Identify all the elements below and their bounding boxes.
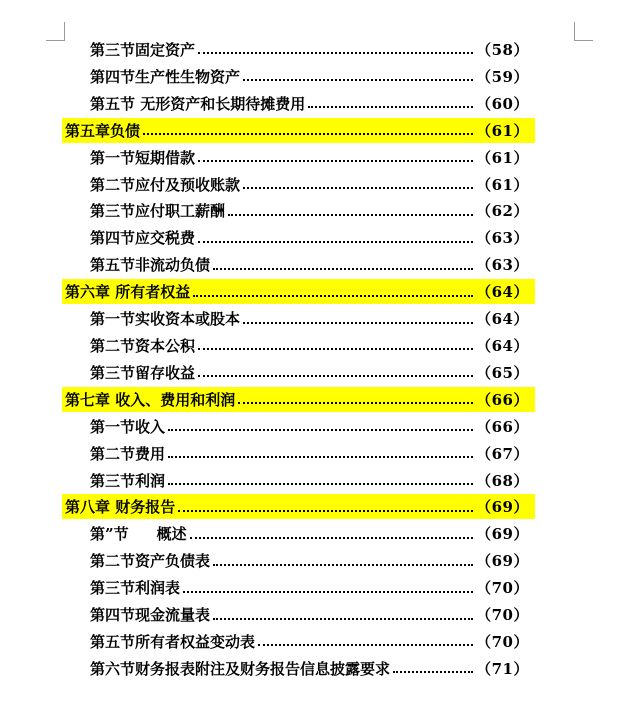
toc-dot-leader xyxy=(213,618,473,620)
toc-section-entry xyxy=(62,520,535,547)
toc-entry-title xyxy=(65,120,140,141)
toc-page-number: （64） xyxy=(476,283,529,302)
toc-page-number: （61） xyxy=(476,148,529,167)
toc-entry-title-text: 第三节固定资产 xyxy=(90,40,196,59)
toc-section-entry xyxy=(62,359,535,386)
toc-entry-title-text: 第二节费用 xyxy=(90,444,166,463)
toc-entry-title xyxy=(65,389,235,410)
toc-section-entry xyxy=(62,628,535,655)
toc-dot-leader xyxy=(178,510,473,512)
toc-entry-title xyxy=(65,496,175,517)
toc-entry-title xyxy=(90,577,180,598)
toc-entry-title xyxy=(90,604,210,625)
toc-page-number: （65） xyxy=(476,363,529,382)
toc-entry-title-text: 第一节实收资本或股本 xyxy=(90,310,241,329)
toc-section-entry xyxy=(62,144,535,171)
toc-section-entry xyxy=(62,332,535,359)
toc-section-entry xyxy=(62,467,535,494)
toc-entry-title xyxy=(90,658,390,679)
toc-entry-title xyxy=(90,443,165,464)
toc-page-number: （61） xyxy=(476,175,529,194)
toc-page-number: （70） xyxy=(476,606,529,625)
toc-page-number: （70） xyxy=(476,579,529,598)
toc-entry-title xyxy=(90,470,165,491)
toc-dot-leader xyxy=(238,402,473,404)
toc-dot-leader xyxy=(198,375,473,377)
toc-entry-title xyxy=(90,254,210,275)
toc-entry-title-text: 第五节 无形资产和长期待摊费用 xyxy=(90,94,306,113)
toc-section-entry xyxy=(62,413,535,440)
toc-dot-leader xyxy=(258,644,473,646)
toc-section-entry xyxy=(62,305,535,332)
toc-section-entry xyxy=(62,251,535,278)
toc-entry-title-text: 第七章 收入、费用和利润 xyxy=(65,390,236,409)
toc-entry-title xyxy=(90,200,225,221)
toc-entry-title-text: 第六章 所有者权益 xyxy=(65,283,191,302)
toc-dot-leader xyxy=(243,79,473,81)
toc-section-entry xyxy=(62,440,535,467)
toc-entry-title-text: 第四节现金流量表 xyxy=(90,606,211,625)
toc-dot-leader xyxy=(183,591,473,593)
toc-page-number: （63） xyxy=(476,229,529,248)
toc-page-number: （60） xyxy=(476,94,529,113)
toc-dot-leader xyxy=(198,52,473,54)
toc-entry-title-text: 第三节应付职工薪酬 xyxy=(90,202,226,221)
toc-chapter-entry xyxy=(62,387,535,412)
toc-page-number: （63） xyxy=(476,256,529,275)
toc-page-number: （69） xyxy=(476,498,529,517)
toc-page-number: （68） xyxy=(476,471,529,490)
toc-entry-title xyxy=(90,416,165,437)
toc-page-number: （70） xyxy=(476,632,529,651)
toc-entry-title xyxy=(90,631,255,652)
toc-dot-leader xyxy=(308,106,473,108)
toc-dot-leader xyxy=(198,348,473,350)
toc-section-entry xyxy=(62,547,535,574)
toc-entry-title-suffix: 概述 xyxy=(156,525,187,544)
toc-entry-title-text: 第五章负债 xyxy=(65,121,141,140)
toc-dot-leader xyxy=(213,564,473,566)
toc-entry-title xyxy=(90,147,195,168)
toc-page-number: （69） xyxy=(476,525,529,544)
toc-page-number: （67） xyxy=(476,444,529,463)
toc-section-entry xyxy=(62,197,535,224)
toc-dot-leader xyxy=(393,671,473,673)
toc-entry-title xyxy=(90,335,195,356)
toc-dot-leader xyxy=(198,160,473,162)
toc-entry-title xyxy=(90,308,240,329)
toc-page-number: （71） xyxy=(476,659,529,678)
toc-chapter-entry xyxy=(62,494,535,519)
toc-entry-title-text: 第三节留存收益 xyxy=(90,363,196,382)
toc-section-entry xyxy=(62,90,535,117)
toc-entry-title-text: 第五节非流动负债 xyxy=(90,256,211,275)
toc-page-number: （59） xyxy=(476,67,529,86)
toc-entry-title xyxy=(90,174,240,195)
toc-section-entry xyxy=(62,171,535,198)
toc-dot-leader xyxy=(193,295,473,297)
toc-entry-title xyxy=(90,39,195,60)
toc-entry-title-text: 第二节资本公积 xyxy=(90,336,196,355)
toc-entry-title xyxy=(90,523,187,544)
toc-entry-title xyxy=(90,93,305,114)
toc-dot-leader xyxy=(198,241,473,243)
toc-entry-title-text: 第六节财务报表附注及财务报告信息披露要求 xyxy=(90,659,391,678)
toc-entry-title-text: 第五节所有者权益变动表 xyxy=(90,632,256,651)
toc-dot-leader xyxy=(243,322,473,324)
toc-section-entry xyxy=(62,224,535,251)
toc-entry-title-text: 第八章 财务报告 xyxy=(65,498,176,517)
toc-entry-title-text: 第一节短期借款 xyxy=(90,148,196,167)
toc-section-entry xyxy=(62,574,535,601)
toc-dot-leader xyxy=(228,214,473,216)
toc-section-entry xyxy=(62,63,535,90)
toc-entry-title xyxy=(90,362,195,383)
toc-dot-leader xyxy=(168,456,473,458)
toc-entry-title-text: 第四节应交税费 xyxy=(90,229,196,248)
toc-page-number: （64） xyxy=(476,310,529,329)
toc-entry-title-text: 第三节利润表 xyxy=(90,579,181,598)
toc-page-number: （64） xyxy=(476,336,529,355)
toc-entry-title-text: 第三节利润 xyxy=(90,471,166,490)
toc-dot-leader xyxy=(168,483,473,485)
toc-page-number: （69） xyxy=(476,552,529,571)
toc-page-number: （62） xyxy=(476,202,529,221)
toc-entry-title-text: 第四节生产性生物资产 xyxy=(90,67,241,86)
toc-chapter-entry xyxy=(62,118,535,143)
toc-chapter-entry xyxy=(62,279,535,304)
toc-entry-title xyxy=(90,227,195,248)
toc-dot-leader xyxy=(213,268,473,270)
toc-dot-leader xyxy=(168,429,473,431)
table-of-contents xyxy=(62,36,535,682)
toc-page-number: （66） xyxy=(476,417,529,436)
toc-section-entry xyxy=(62,655,535,682)
toc-section-entry xyxy=(62,36,535,63)
toc-entry-title-text: 第一节收入 xyxy=(90,417,166,436)
toc-entry-title-text: 第二节资产负债表 xyxy=(90,552,211,571)
toc-dot-leader xyxy=(243,187,473,189)
page-corner-mark-right xyxy=(574,22,593,41)
toc-entry-title-text: 第二节应付及预收账款 xyxy=(90,175,241,194)
toc-entry-title xyxy=(90,66,240,87)
toc-dot-leader xyxy=(190,537,473,539)
toc-entry-title-text: 第”节 xyxy=(90,525,129,544)
toc-dot-leader xyxy=(143,133,473,135)
toc-entry-title xyxy=(65,281,190,302)
toc-page-number: （61） xyxy=(476,121,529,140)
toc-page-number: （66） xyxy=(476,390,529,409)
toc-page-number: （58） xyxy=(476,40,529,59)
toc-section-entry xyxy=(62,601,535,628)
toc-entry-title xyxy=(90,550,210,571)
